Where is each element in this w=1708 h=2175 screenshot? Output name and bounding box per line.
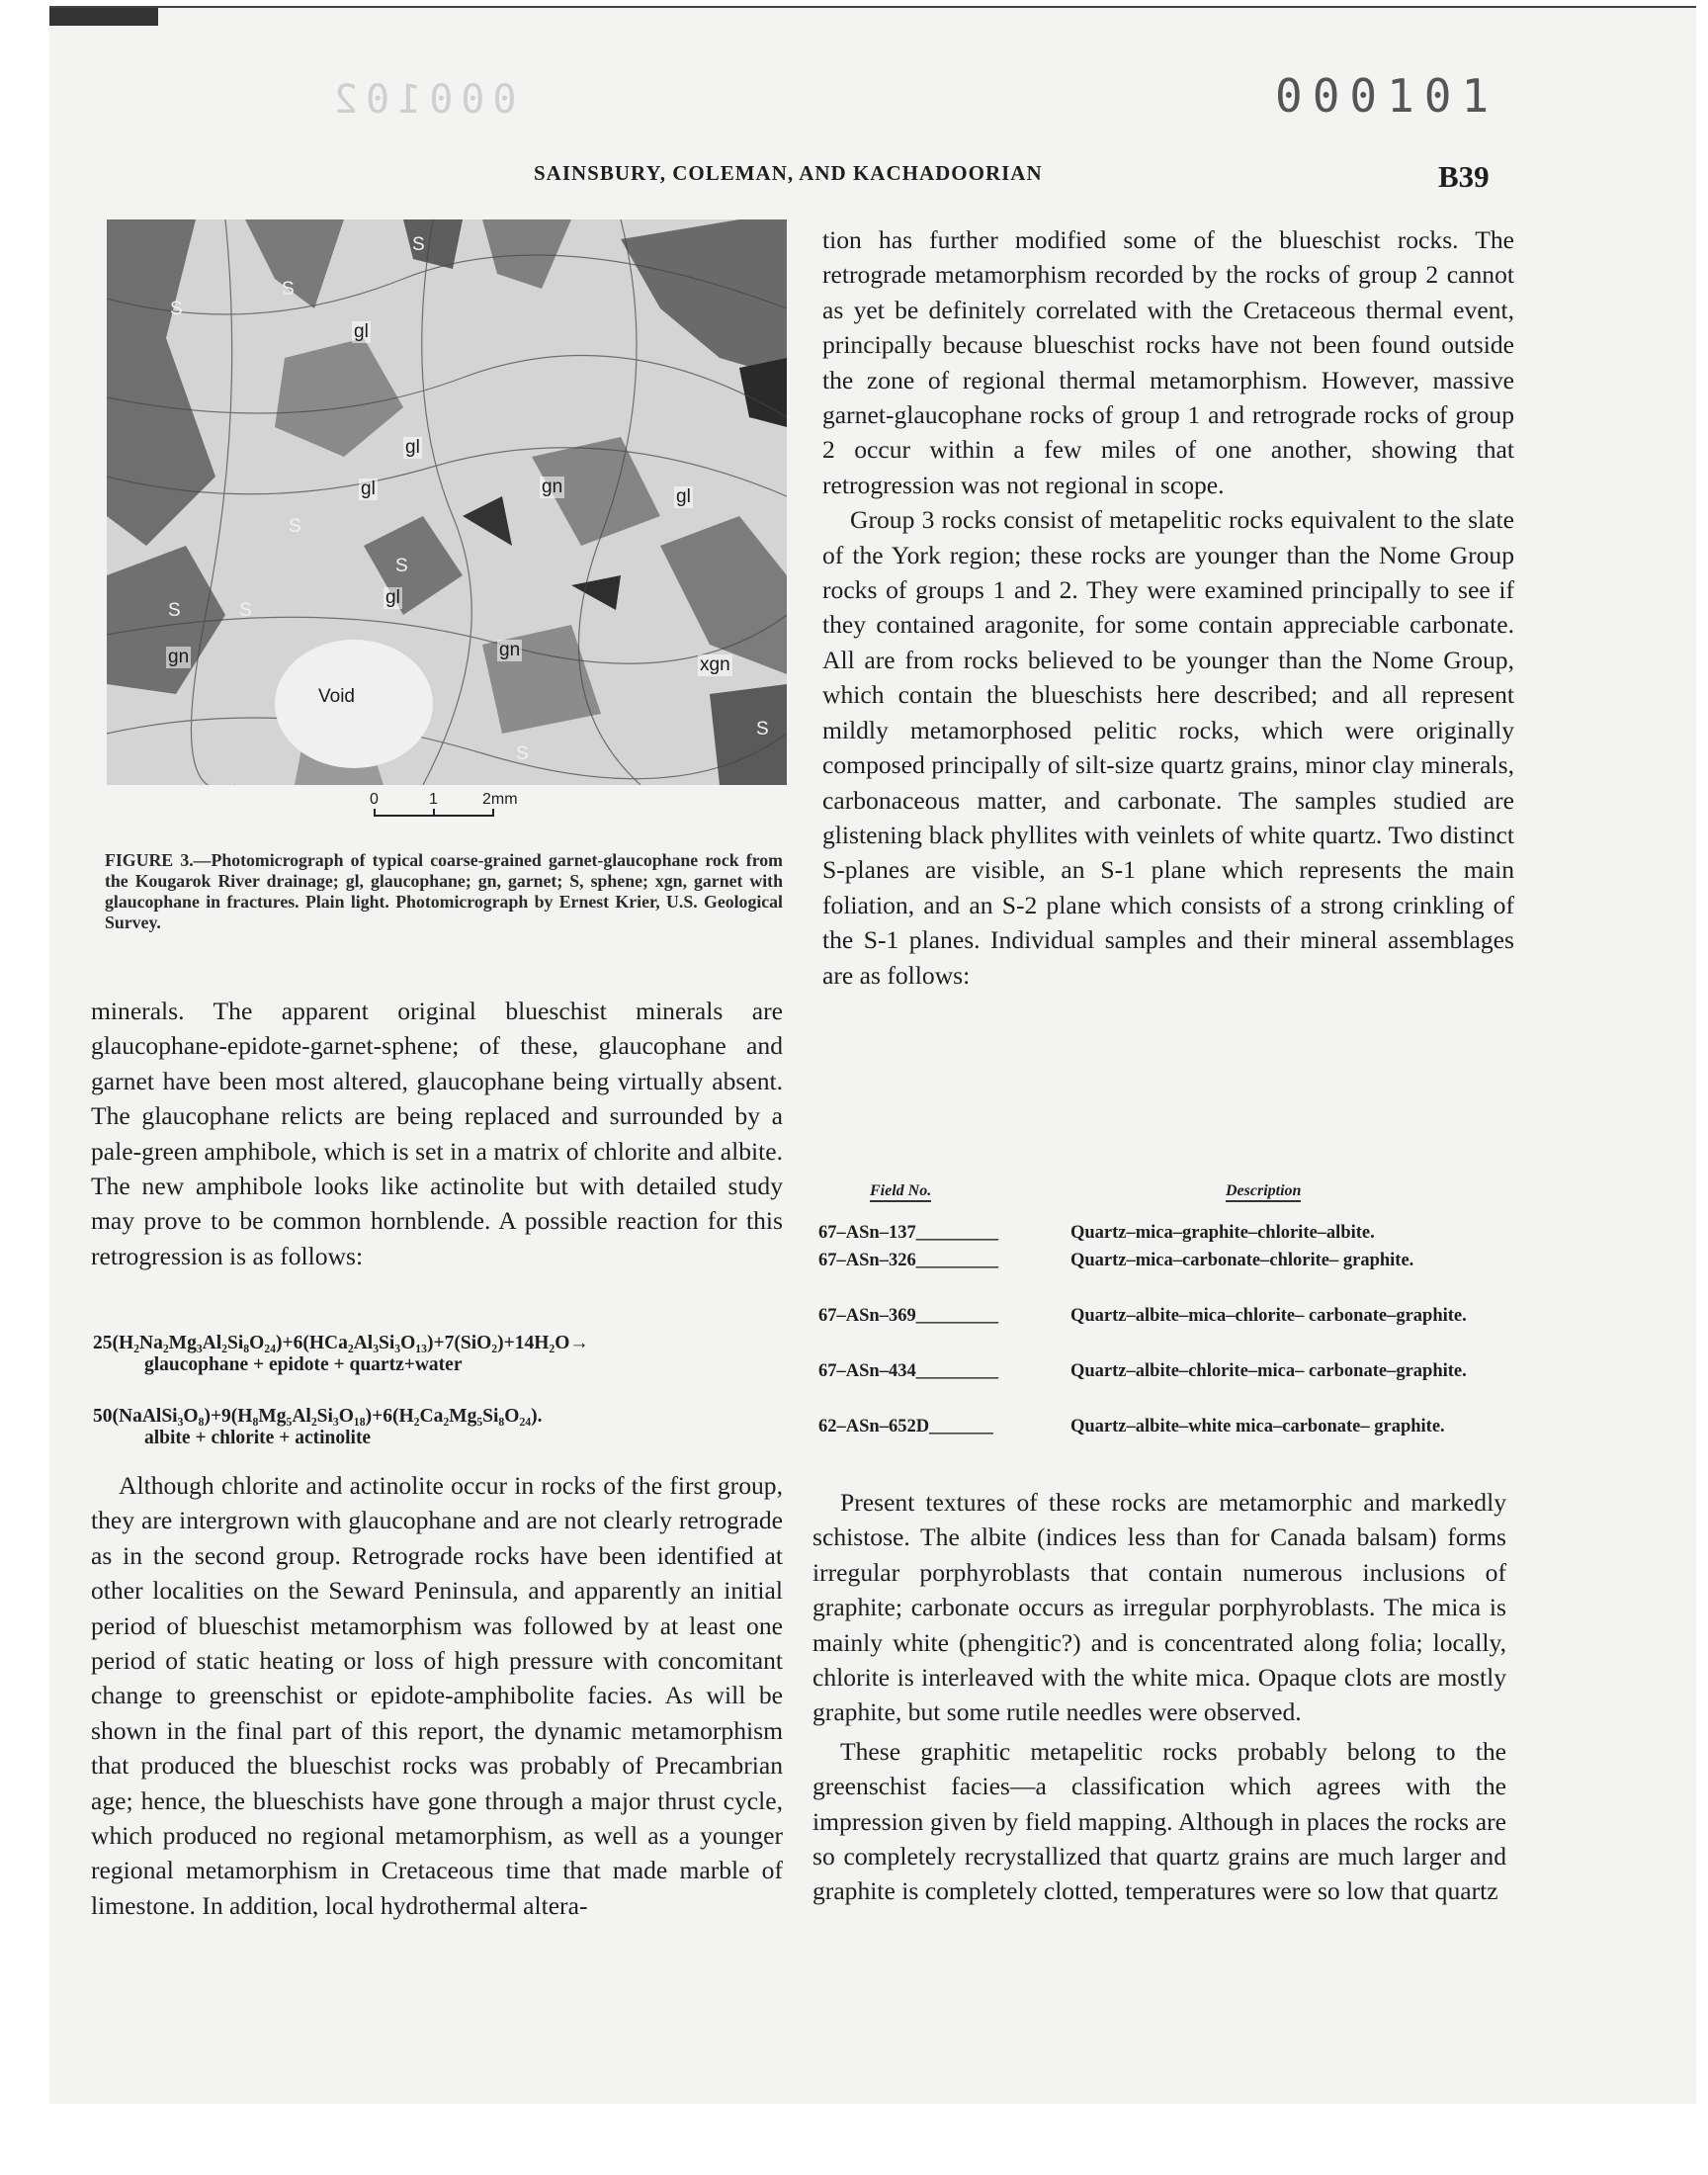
- right-column-lower: [812, 1485, 1506, 1909]
- label-sphene: S: [395, 556, 408, 576]
- paragraph: These graphitic metapelitic rocks probably belong to the greenschist facies—a classification which agrees with the impression given by field mapping. Although in places the rocks are so completely recrystallized that quartz grains are much larger and graphite is completely clotted, temperatures were so low that quartz: [812, 1736, 1506, 1906]
- field-number: 67–ASn–369_________: [818, 1306, 998, 1326]
- description: Quartz–mica–graphite–chlorite–albite.: [1070, 1223, 1375, 1243]
- label-sphene: S: [412, 234, 425, 255]
- label-glaucophane: gl: [405, 437, 420, 458]
- label-glaucophane: gl: [676, 486, 691, 507]
- label-sphene: S: [170, 299, 183, 319]
- left-column: [91, 994, 783, 1273]
- bleed-through-number: 000102: [326, 77, 517, 123]
- label-sphene: S: [516, 743, 529, 764]
- scale-tick-2mm: 2mm: [482, 791, 518, 808]
- scale-tick-1: 1: [429, 791, 438, 808]
- photomicrograph: [107, 219, 787, 785]
- equation-formula: 25(H₂Na₂Mg₃Al₂Si₈O₂₄)+6(HCa₂Al₃Si₃O₁₃)+7(SiO₂)+14H₂O→: [93, 1333, 589, 1353]
- field-number: 67–ASn–137_________: [818, 1223, 998, 1243]
- scale-tick-mark: [433, 809, 435, 817]
- description: Quartz–albite–chlorite–mica– carbonate–graphite.: [1070, 1361, 1467, 1381]
- label-sphene: S: [756, 719, 769, 740]
- scale-bar: [370, 791, 518, 830]
- label-sphene: S: [282, 279, 295, 300]
- table-header-description: Description: [1226, 1182, 1301, 1202]
- label-sphene: S: [289, 516, 301, 537]
- reaction-equation-2: [93, 1406, 785, 1449]
- archive-stamp-number: 000101: [1275, 69, 1499, 123]
- description: Quartz–albite–white mica–carbonate– graphite.: [1070, 1417, 1445, 1436]
- paragraph: minerals. The apparent original blueschist minerals are glaucophane-epidote-garnet-sphene; of these, glaucophane and garnet have been most altered, glaucophane being virtually absent. The glaucophane relicts are being replaced and surrounded by a pale-green amphibole, which is set in a matrix of chlorite and albite. The new amphibole looks like actinolite but with detailed study may prove to be common hornblende. A possible reaction for this retrogression is as follows:: [91, 997, 783, 1270]
- label-garnet: gn: [168, 647, 190, 667]
- label-sphene: S: [168, 600, 181, 621]
- equation-formula: 50(NaAlSi₃O₈)+9(H₈Mg₅Al₂Si₃O₁₈)+6(H₂Ca₂Mg₅Si₈O₂₄).: [93, 1406, 543, 1427]
- label-garnet: gn: [499, 640, 521, 660]
- label-garnet-with-glaucophane: xgn: [700, 654, 730, 675]
- scale-tick-mark: [492, 809, 494, 817]
- scan-corner-mark: [49, 8, 158, 26]
- table-header-field-no: Field No.: [870, 1182, 931, 1202]
- label-garnet: gn: [542, 477, 563, 497]
- description: Quartz–albite–mica–chlorite– carbonate–graphite.: [1070, 1306, 1467, 1326]
- description: Quartz–mica–carbonate–chlorite– graphite.: [1070, 1251, 1414, 1270]
- field-number: 62–ASn–652D_______: [818, 1417, 993, 1436]
- label-glaucophane: gl: [354, 321, 369, 342]
- equation-mineral-names: albite + chlorite + actinolite: [144, 1428, 372, 1448]
- field-number: 67–ASn–434_________: [818, 1361, 998, 1381]
- field-number: 67–ASn–326_________: [818, 1251, 998, 1270]
- label-glaucophane: gl: [385, 587, 400, 608]
- paragraph: tion has further modified some of the blueschist rocks. The retrograde metamorphism recorded by the rocks of group 2 cannot as yet be definitely correlated with the Cretaceous thermal event, principally because blueschist rocks have not been found outside the zone of regional thermal metamorphism. However, massive garnet-glaucophane rocks of group 1 and retrograde rocks of group 2 occur within a few miles of one another, showing that retrogression was not regional in scope.: [822, 225, 1514, 499]
- paragraph: Although chlorite and actinolite occur in rocks of the first group, they are intergrown with glaucophane and are not clearly retrograde as in the second group. Retrograde rocks have been identified at other localities on the Seward Peninsula, and apparently an initial period of blueschist metamorphism was followed by at least one period of static heating or loss of high pressure with concomitant change to greenschist or epidote-amphibolite facies. As will be shown in the final part of this report, the dynamic metamorphism that produced the blueschist rocks was probably of Precambrian age; hence, the blueschists have gone through a major thrust cycle, which produced no regional metamorphism, as well as a younger regional metamorphism in Cretaceous time that made marble of limestone. In addition, local hydrothermal altera-: [91, 1471, 783, 1920]
- equation-mineral-names: glaucophane + epidote + quartz+water: [144, 1354, 463, 1375]
- left-column-lower: [91, 1468, 783, 1923]
- scale-tick-mark: [374, 809, 376, 817]
- void-label: Void: [318, 686, 355, 707]
- paragraph: Group 3 rocks consist of metapelitic rocks equivalent to the slate of the York region; these rocks are younger than the Nome Group rocks of groups 1 and 2. They were examined principally to see if they contained aragonite, for some contain appreciable carbonate. All are from rocks believed to be younger than the Nome Group, which contain the blueschists here described; and all represent mildly metamorphosed pelitic rocks, which were originally composed principally of silt-size quartz grains, minor clay minerals, carbonaceous matter, and carbonate. The samples studied are glistening black phyllites with veinlets of white quartz. Two distinct S-planes are visible, an S-1 plane which represents the main foliation, and an S-2 plane which consists of a strong crinkling of the S-1 planes. Individual samples and their mineral assemblages are as follows:: [822, 505, 1514, 990]
- right-column: [822, 222, 1514, 993]
- label-glaucophane: gl: [361, 478, 376, 499]
- running-head: SAINSBURY, COLEMAN, AND KACHADOORIAN: [534, 161, 1043, 185]
- label-sphene: S: [239, 600, 252, 621]
- figure-caption: FIGURE 3.—Photomicrograph of typical coarse-grained garnet-glaucophane rock from the Kougarok River drainage; gl, glaucophane; gn, garnet; S, sphene; xgn, garnet with glaucophane in fractures. Plain light. Photomicrograph by Ernest Krier, U.S. Geological Survey.: [105, 850, 783, 932]
- paragraph: Present textures of these rocks are metamorphic and markedly schistose. The albite (indices less than for Canada balsam) forms irregular porphyroblasts that contain numerous inclusions of graphite; carbonate occurs as irregular porphyroblasts. The mica is mainly white (phengitic?) and is concentrated along folia; locally, chlorite is interleaved with the white mica. Opaque clots are mostly graphite, but some rutile needles were observed.: [812, 1488, 1506, 1727]
- scale-tick-0: 0: [370, 791, 379, 808]
- page-number: B39: [1438, 159, 1490, 194]
- reaction-equation-1: [93, 1333, 785, 1376]
